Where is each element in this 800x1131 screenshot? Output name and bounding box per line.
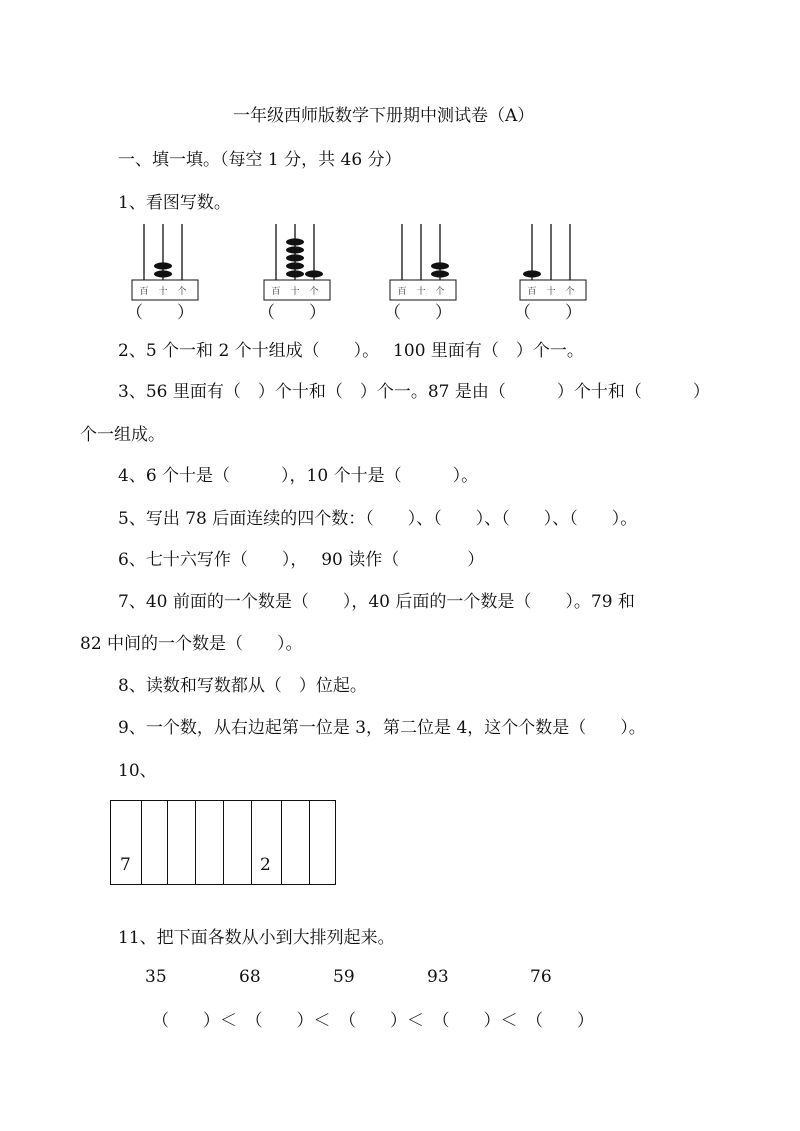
abacus-figures — [0, 218, 800, 338]
abacus-bead — [286, 262, 304, 269]
abacus-place-label: 个 — [177, 287, 187, 297]
abacus-answer-blank: （ ） — [126, 303, 194, 323]
grid-divider — [309, 801, 310, 884]
question-1: 1、看图写数。 — [118, 193, 231, 213]
question-6: 6、七十六写作（ ）， 90 读作（ ） — [118, 550, 485, 570]
abacus-place-label: 百 — [397, 287, 407, 297]
question-11: 11、把下面各数从小到大排列起来。 — [118, 928, 395, 948]
grid-digit-7: 7 — [120, 855, 131, 875]
page-title: 一年级西师版数学下册期中测试卷（A） — [233, 106, 535, 126]
abacus-bead — [286, 270, 304, 277]
grid-divider — [281, 801, 282, 884]
abacus-place-label: 个 — [435, 287, 445, 297]
abacus-place-label: 十 — [416, 287, 426, 297]
question-2: 2、5 个一和 2 个十组成（ ）。 100 里面有（ ）个一。 — [118, 341, 584, 361]
abacus-place-label: 十 — [290, 287, 300, 297]
abacus-place-label: 个 — [565, 287, 575, 297]
abacus-bead — [305, 270, 323, 277]
sort-number: 59 — [333, 967, 355, 987]
question-10: 10、 — [118, 761, 157, 781]
abacus-place-label: 十 — [546, 287, 556, 297]
sort-number: 68 — [239, 967, 261, 987]
abacus-bead — [286, 246, 304, 253]
abacus-place-label: 个 — [309, 287, 319, 297]
section-heading: 一、填一填。（每空 1 分，共 46 分） — [118, 150, 402, 170]
grid-divider — [167, 801, 168, 884]
grid-divider — [195, 801, 196, 884]
abacus-place-label: 十 — [158, 287, 168, 297]
grid-divider — [251, 801, 252, 884]
grid-digit-2: 2 — [260, 855, 271, 875]
sort-answer-row: （ ）＜ （ ）＜ （ ）＜ （ ）＜ （ ） — [152, 1011, 594, 1031]
digit-grid — [110, 800, 336, 885]
sort-number: 35 — [145, 967, 167, 987]
question-3-line-1: 3、56 里面有（ ）个十和（ ）个一。87 是由（ ）个十和（ ） — [118, 382, 710, 402]
grid-divider — [141, 801, 142, 884]
abacus-answer-blank: （ ） — [384, 303, 452, 323]
abacus-bead — [286, 238, 304, 245]
question-9: 9、一个数，从右边起第一位是 3，第二位是 4，这个个数是（ ）。 — [118, 718, 646, 738]
sort-number: 93 — [427, 967, 449, 987]
abacus-bead — [154, 270, 172, 277]
abacus-bead — [154, 262, 172, 269]
abacus-bead — [431, 270, 449, 277]
question-5: 5、写出 78 后面连续的四个数：（ ）、（ ）、（ ）、（ ）。 — [118, 509, 638, 529]
abacus-place-label: 百 — [271, 287, 281, 297]
question-8: 8、读数和写数都从（ ）位起。 — [118, 676, 367, 696]
question-7-line-2: 82 中间的一个数是（ ）。 — [80, 634, 303, 654]
abacus-place-label: 百 — [527, 287, 537, 297]
abacus-bead — [523, 270, 541, 277]
question-4: 4、6 个十是（ ），10 个十是（ ）。 — [118, 466, 479, 486]
sort-number: 76 — [530, 967, 552, 987]
abacus-answer-blank: （ ） — [258, 303, 326, 323]
abacus-answer-blank: （ ） — [514, 303, 582, 323]
question-3-line-2: 个一组成。 — [80, 425, 165, 445]
abacus-bead — [431, 262, 449, 269]
question-7-line-1: 7、40 前面的一个数是（ ），40 后面的一个数是（ ）。79 和 — [118, 592, 635, 612]
grid-divider — [223, 801, 224, 884]
abacus-place-label: 百 — [139, 287, 149, 297]
abacus-bead — [286, 254, 304, 261]
